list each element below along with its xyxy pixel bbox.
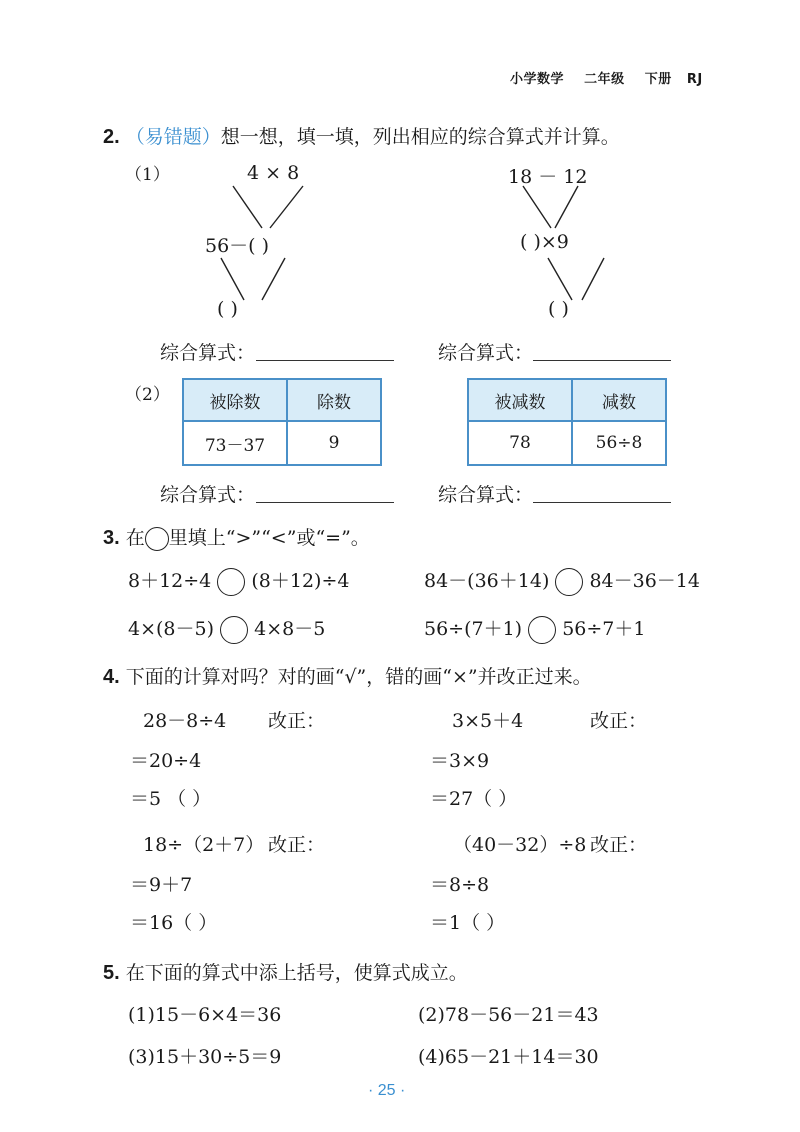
tree-right-top: 18 － 12 xyxy=(508,166,588,188)
formula-label-2a: 综合算式： xyxy=(160,484,256,506)
check-step: ＝8÷8 xyxy=(430,874,490,896)
q2-part1-label: （1） xyxy=(125,165,170,185)
check-step: ＝9＋7 xyxy=(130,874,193,896)
paren-item: (1)15－6×4＝36 xyxy=(128,1004,282,1026)
header-grade: 二年级 xyxy=(584,72,625,87)
tree-left-top: 4 × 8 xyxy=(247,162,300,184)
compare-row-1 xyxy=(128,566,349,596)
question-5-title xyxy=(103,958,468,985)
circle-icon xyxy=(145,527,169,551)
correct-label: 改正： xyxy=(268,834,326,856)
tree-left-bottom: ( ) xyxy=(217,298,238,320)
compare-right-expr: 4×8－5 xyxy=(254,618,326,640)
header-volume: 下册 xyxy=(644,72,672,87)
header-subject: 小学数学 xyxy=(510,72,565,87)
question-number: 3. xyxy=(103,527,120,549)
tree-lines xyxy=(0,0,800,400)
table-header: 被减数 xyxy=(468,379,572,421)
header-edition: RJ xyxy=(686,72,703,87)
paren-item: (3)15＋30÷5＝9 xyxy=(128,1046,282,1068)
q2-part2-label: （2） xyxy=(125,385,170,405)
question-prompt-b: 里填上“>”“<”或“=”。 xyxy=(168,527,370,549)
check-step-answer[interactable]: ＝27（ ） xyxy=(430,788,518,810)
question-number: 2. xyxy=(103,126,120,148)
compare-right-expr: 84－36－14 xyxy=(589,570,700,592)
compare-right-expr: 56÷7＋1 xyxy=(562,618,646,640)
compare-circle[interactable] xyxy=(220,616,248,644)
table-cell: 56÷8 xyxy=(572,421,666,465)
check-expr: 18÷（2＋7） xyxy=(143,834,265,856)
compare-row-2b xyxy=(424,614,645,644)
table-cell: 73－37 xyxy=(183,421,287,465)
check-expr: （40－32）÷8 xyxy=(453,834,587,856)
formula-label-1a: 综合算式： xyxy=(160,342,256,364)
table-header: 减数 xyxy=(572,379,666,421)
check-expr: 3×5＋4 xyxy=(452,710,524,732)
question-prompt: 下面的计算对吗？对的画“√”，错的画“×”并改正过来。 xyxy=(125,666,592,688)
question-4-title xyxy=(103,662,592,689)
table-cell: 9 xyxy=(287,421,381,465)
check-step-answer[interactable]: ＝16（ ） xyxy=(130,912,218,934)
compare-right-expr: (8＋12)÷4 xyxy=(251,570,350,592)
compare-circle[interactable] xyxy=(555,568,583,596)
check-step-answer[interactable]: ＝5 （ ） xyxy=(130,788,212,810)
paren-item: (4)65－21＋14＝30 xyxy=(418,1046,599,1068)
correct-label: 改正： xyxy=(268,710,326,732)
correct-label: 改正： xyxy=(590,710,648,732)
compare-circle[interactable] xyxy=(528,616,556,644)
compare-row-1b xyxy=(424,566,700,596)
question-tag: （易错题） xyxy=(125,126,221,148)
correct-label: 改正： xyxy=(590,834,648,856)
tree-right-bottom: ( ) xyxy=(548,298,569,320)
check-step-answer[interactable]: ＝1（ ） xyxy=(430,912,506,934)
tree-left-mid: 56－( ) xyxy=(205,235,270,257)
formula-label-1b: 综合算式： xyxy=(438,342,534,364)
question-number: 4. xyxy=(103,666,120,688)
formula-answer-line[interactable] xyxy=(256,502,394,503)
compare-left-expr: 8＋12÷4 xyxy=(128,570,212,592)
question-prompt: 在下面的算式中添上括号，使算式成立。 xyxy=(125,962,468,984)
tree-right-mid: ( )×9 xyxy=(520,231,569,253)
paren-item: (2)78－56－21＝43 xyxy=(418,1004,599,1026)
page-number: · 25 · xyxy=(368,1082,406,1099)
compare-left-expr: 4×(8－5) xyxy=(128,618,215,640)
formula-answer-line[interactable] xyxy=(256,360,394,361)
compare-left-expr: 56÷(7＋1) xyxy=(424,618,523,640)
question-prompt-a: 在 xyxy=(125,527,145,549)
question-number: 5. xyxy=(103,962,120,984)
dividend-divisor-table xyxy=(182,378,382,466)
compare-left-expr: 84－(36＋14) xyxy=(424,570,550,592)
question-prompt: 想一想，填一填，列出相应的综合算式并计算。 xyxy=(220,126,620,148)
compare-row-2 xyxy=(128,614,325,644)
question-3-title xyxy=(103,523,370,551)
check-expr: 28－8÷4 xyxy=(143,710,227,732)
minuend-subtrahend-table xyxy=(467,378,667,466)
table-header: 除数 xyxy=(287,379,381,421)
check-step: ＝20÷4 xyxy=(130,750,202,772)
check-step: ＝3×9 xyxy=(430,750,490,772)
formula-label-2b: 综合算式： xyxy=(438,484,534,506)
table-header: 被除数 xyxy=(183,379,287,421)
formula-answer-line[interactable] xyxy=(533,502,671,503)
formula-answer-line[interactable] xyxy=(533,360,671,361)
table-cell: 78 xyxy=(468,421,572,465)
compare-circle[interactable] xyxy=(217,568,245,596)
